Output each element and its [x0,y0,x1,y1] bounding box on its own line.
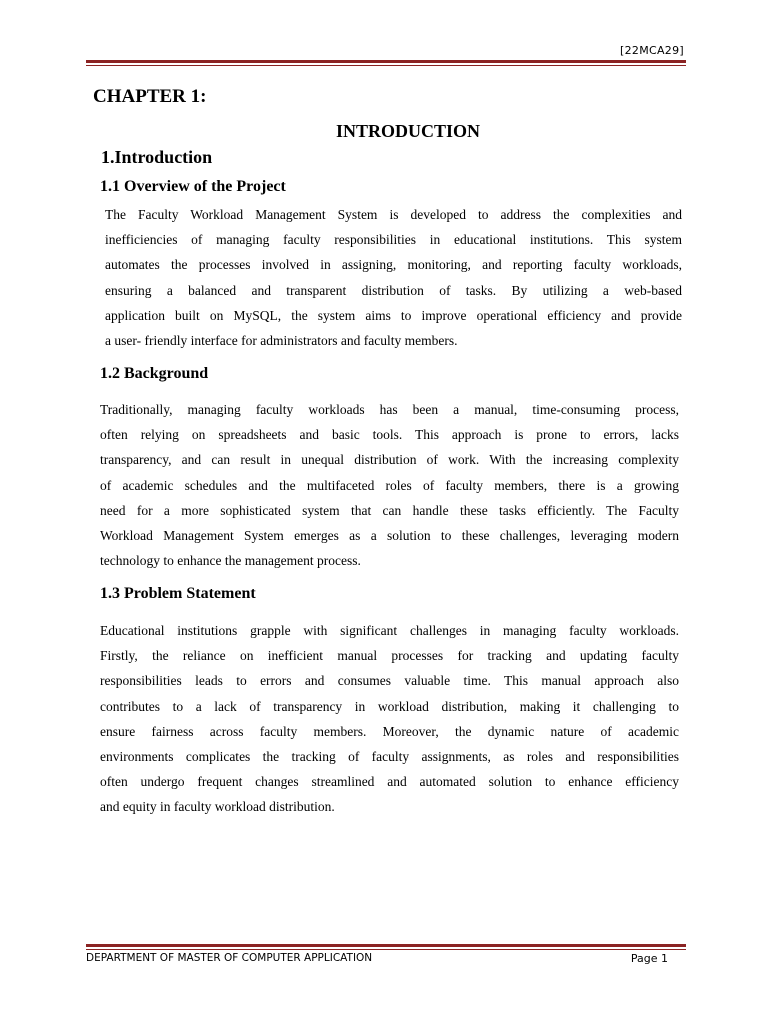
paragraph-line: transparency, and can result in unequal distribution of work. With the increasing complexity [100,452,679,468]
section-heading-introduction: 1.Introduction [101,147,213,167]
paragraph-line: responsibilities leads to errors and consumes valuable time. This manual approach also [100,673,679,689]
section-heading-overview: 1.1 Overview of the Project [100,178,286,195]
paragraph-line: ensuring a balanced and transparent distribution of tasks. By utilizing a web-based [105,282,682,298]
paragraph-line: Workload Management System emerges as a solution to these challenges, leveraging modern [100,528,679,544]
paragraph-line: contributes to a lack of transparency in workload distribution, making it challenging to [100,698,679,714]
paragraph-line: of academic schedules and the multifaceted roles of faculty members, there is a growing [100,477,679,493]
paragraph-line: automates the processes involved in assigning, monitoring, and reporting faculty workloads, [105,257,682,273]
overview-paragraph [105,202,682,353]
footer-department: DEPARTMENT OF MASTER OF COMPUTER APPLICATION [86,952,373,964]
paragraph-line: ensure fairness across faculty members. Moreover, the dynamic nature of academic [100,723,679,739]
section-heading-background: 1.2 Background [100,365,209,382]
paragraph-line: application built on MySQL, the system aims to improve operational efficiency and provide [105,307,682,323]
chapter-title: INTRODUCTION [335,121,481,141]
paragraph-line: often undergo frequent changes streamlined and automated solution to enhance efficiency [100,774,679,790]
paragraph-line: a user- friendly interface for administrators and faculty members. [105,333,458,349]
problem-paragraph [100,618,679,820]
chapter-label: CHAPTER 1: [93,86,207,107]
section-heading-problem: 1.3 Problem Statement [100,585,256,602]
header-rule [86,60,686,66]
paragraph-line: need for a more sophisticated system that can handle these tasks efficiently. The Faculty [100,502,679,518]
paragraph-line: Traditionally, managing faculty workloads has been a manual, time-consuming process, [100,402,679,417]
background-paragraph [100,397,679,573]
page-number: Page 1 [630,952,668,965]
paragraph-line: often relying on spreadsheets and basic tools. This approach is prone to errors, lacks [100,427,679,443]
paragraph-line: technology to enhance the management process. [100,553,361,569]
paragraph-line: The Faculty Workload Management System is developed to address the complexities and [105,207,682,222]
paragraph-line: Firstly, the reliance on inefficient manual processes for tracking and updating faculty [100,648,679,664]
paragraph-line: environments complicates the tracking of faculty assignments, as roles and responsibilities [100,749,679,765]
document-code: [22MCA29] [620,44,684,57]
paragraph-line: Educational institutions grapple with significant challenges in managing faculty workloads. [100,623,679,638]
footer-rule [86,944,686,950]
paragraph-line: and equity in faculty workload distribution. [100,799,335,815]
paragraph-line: inefficiencies of managing faculty responsibilities in educational institutions. This system [105,232,682,248]
